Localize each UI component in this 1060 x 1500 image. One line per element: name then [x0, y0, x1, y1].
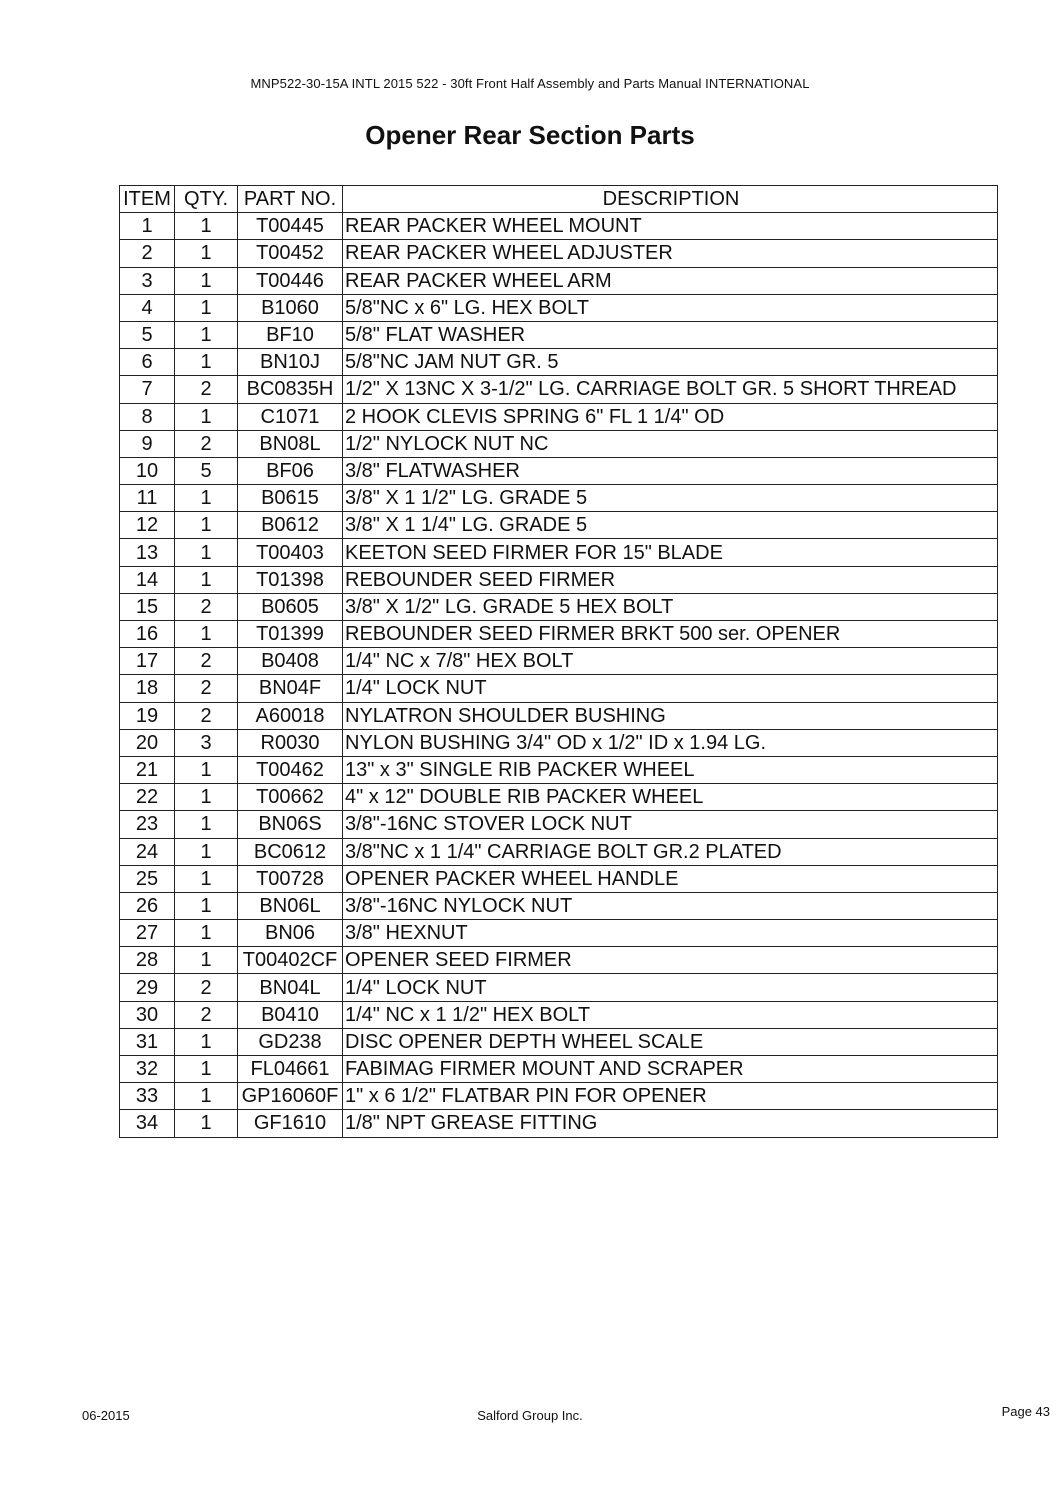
part-number-cell: R0030 — [238, 729, 343, 756]
item-number-cell: 5 — [120, 321, 175, 348]
table-row — [120, 784, 998, 811]
description-cell: OPENER PACKER WHEEL HANDLE — [343, 865, 998, 892]
footer-date: 06-2015 — [82, 1408, 130, 1423]
part-number-cell: GP16060F — [238, 1083, 343, 1110]
quantity-cell: 1 — [175, 294, 238, 321]
quantity-cell: 2 — [175, 430, 238, 457]
quantity-cell: 1 — [175, 865, 238, 892]
description-cell: 1/4" LOCK NUT — [343, 675, 998, 702]
item-number-cell: 22 — [120, 784, 175, 811]
description-cell: REBOUNDER SEED FIRMER — [343, 566, 998, 593]
description-cell: OPENER SEED FIRMER — [343, 947, 998, 974]
part-number-cell: T00662 — [238, 784, 343, 811]
part-number-cell: T00462 — [238, 756, 343, 783]
item-number-cell: 9 — [120, 430, 175, 457]
description-cell: 1/2" X 13NC X 3-1/2" LG. CARRIAGE BOLT GR. 5 SHORT THREAD — [343, 376, 998, 403]
description-cell: 5/8"NC JAM NUT GR. 5 — [343, 349, 998, 376]
description-cell: REBOUNDER SEED FIRMER BRKT 500 ser. OPENER — [343, 621, 998, 648]
table-row — [120, 621, 998, 648]
item-number-cell: 12 — [120, 512, 175, 539]
table-row — [120, 811, 998, 838]
table-row — [120, 485, 998, 512]
quantity-cell: 1 — [175, 485, 238, 512]
quantity-cell: 1 — [175, 1110, 238, 1137]
quantity-cell: 1 — [175, 349, 238, 376]
description-cell: FABIMAG FIRMER MOUNT AND SCRAPER — [343, 1056, 998, 1083]
table-row — [120, 756, 998, 783]
description-cell: 4" x 12" DOUBLE RIB PACKER WHEEL — [343, 784, 998, 811]
description-cell: 1/2" NYLOCK NUT NC — [343, 430, 998, 457]
part-number-cell: T00446 — [238, 267, 343, 294]
quantity-cell: 1 — [175, 811, 238, 838]
description-cell: 1" x 6 1/2" FLATBAR PIN FOR OPENER — [343, 1083, 998, 1110]
quantity-cell: 1 — [175, 321, 238, 348]
table-row — [120, 376, 998, 403]
quantity-cell: 1 — [175, 240, 238, 267]
item-number-cell: 30 — [120, 1001, 175, 1028]
table-row — [120, 1056, 998, 1083]
item-number-cell: 31 — [120, 1028, 175, 1055]
table-row — [120, 729, 998, 756]
quantity-cell: 1 — [175, 947, 238, 974]
table-row — [120, 539, 998, 566]
quantity-cell: 1 — [175, 920, 238, 947]
item-number-cell: 7 — [120, 376, 175, 403]
part-number-cell: BN04F — [238, 675, 343, 702]
part-number-cell: BN08L — [238, 430, 343, 457]
part-number-cell: GD238 — [238, 1028, 343, 1055]
item-number-cell: 13 — [120, 539, 175, 566]
part-number-cell: FL04661 — [238, 1056, 343, 1083]
description-cell: REAR PACKER WHEEL ADJUSTER — [343, 240, 998, 267]
table-row — [120, 865, 998, 892]
table-row — [120, 675, 998, 702]
part-number-cell: T01399 — [238, 621, 343, 648]
part-number-cell: BN10J — [238, 349, 343, 376]
table-row — [120, 213, 998, 240]
table-row — [120, 1110, 998, 1137]
description-cell: REAR PACKER WHEEL MOUNT — [343, 213, 998, 240]
part-number-cell: B0615 — [238, 485, 343, 512]
table-row — [120, 702, 998, 729]
item-number-cell: 32 — [120, 1056, 175, 1083]
quantity-cell: 1 — [175, 838, 238, 865]
description-cell: 2 HOOK CLEVIS SPRING 6" FL 1 1/4" OD — [343, 403, 998, 430]
table-row — [120, 566, 998, 593]
description-cell: 1/4" NC x 1 1/2" HEX BOLT — [343, 1001, 998, 1028]
item-number-cell: 2 — [120, 240, 175, 267]
quantity-cell: 1 — [175, 267, 238, 294]
table-row — [120, 430, 998, 457]
table-row — [120, 648, 998, 675]
quantity-cell: 1 — [175, 756, 238, 783]
item-number-cell: 20 — [120, 729, 175, 756]
document-header: MNP522-30-15A INTL 2015 522 - 30ft Front Half Assembly and Parts Manual INTERNATIONAL — [250, 76, 810, 91]
part-number-cell: BN06 — [238, 920, 343, 947]
description-cell: 5/8" FLAT WASHER — [343, 321, 998, 348]
part-number-cell: T00403 — [238, 539, 343, 566]
description-cell: NYLON BUSHING 3/4" OD x 1/2" ID x 1.94 LG. — [343, 729, 998, 756]
part-number-cell: BF10 — [238, 321, 343, 348]
column-header-qty: QTY. — [175, 186, 238, 213]
quantity-cell: 2 — [175, 675, 238, 702]
table-row — [120, 457, 998, 484]
part-number-cell: B0410 — [238, 1001, 343, 1028]
item-number-cell: 8 — [120, 403, 175, 430]
description-cell: 3/8" X 1/2" LG. GRADE 5 HEX BOLT — [343, 593, 998, 620]
part-number-cell: T01398 — [238, 566, 343, 593]
quantity-cell: 2 — [175, 974, 238, 1001]
table-row — [120, 512, 998, 539]
part-number-cell: BN06S — [238, 811, 343, 838]
table-header-row — [120, 186, 998, 213]
part-number-cell: T00402CF — [238, 947, 343, 974]
part-number-cell: T00445 — [238, 213, 343, 240]
quantity-cell: 2 — [175, 376, 238, 403]
item-number-cell: 1 — [120, 213, 175, 240]
description-cell: 1/8" NPT GREASE FITTING — [343, 1110, 998, 1137]
table-row — [120, 1001, 998, 1028]
part-number-cell: BN06L — [238, 892, 343, 919]
item-number-cell: 33 — [120, 1083, 175, 1110]
description-cell: REAR PACKER WHEEL ARM — [343, 267, 998, 294]
item-number-cell: 4 — [120, 294, 175, 321]
part-number-cell: BC0835H — [238, 376, 343, 403]
quantity-cell: 2 — [175, 648, 238, 675]
item-number-cell: 28 — [120, 947, 175, 974]
part-number-cell: B0408 — [238, 648, 343, 675]
table-row — [120, 267, 998, 294]
description-cell: 3/8" X 1 1/4" LG. GRADE 5 — [343, 512, 998, 539]
table-row — [120, 593, 998, 620]
quantity-cell: 1 — [175, 512, 238, 539]
description-cell: 1/4" NC x 7/8" HEX BOLT — [343, 648, 998, 675]
description-cell: KEETON SEED FIRMER FOR 15" BLADE — [343, 539, 998, 566]
quantity-cell: 1 — [175, 892, 238, 919]
quantity-cell: 2 — [175, 702, 238, 729]
item-number-cell: 16 — [120, 621, 175, 648]
quantity-cell: 1 — [175, 1083, 238, 1110]
item-number-cell: 10 — [120, 457, 175, 484]
column-header-item: ITEM — [120, 186, 175, 213]
table-row — [120, 838, 998, 865]
description-cell: 1/4" LOCK NUT — [343, 974, 998, 1001]
item-number-cell: 21 — [120, 756, 175, 783]
column-header-part-no: PART NO. — [238, 186, 343, 213]
part-number-cell: T00728 — [238, 865, 343, 892]
item-number-cell: 24 — [120, 838, 175, 865]
footer-company: Salford Group Inc. — [477, 1408, 583, 1423]
description-cell: 13" x 3" SINGLE RIB PACKER WHEEL — [343, 756, 998, 783]
quantity-cell: 5 — [175, 457, 238, 484]
item-number-cell: 19 — [120, 702, 175, 729]
description-cell: DISC OPENER DEPTH WHEEL SCALE — [343, 1028, 998, 1055]
item-number-cell: 6 — [120, 349, 175, 376]
part-number-cell: B1060 — [238, 294, 343, 321]
description-cell: NYLATRON SHOULDER BUSHING — [343, 702, 998, 729]
description-cell: 3/8" X 1 1/2" LG. GRADE 5 — [343, 485, 998, 512]
item-number-cell: 11 — [120, 485, 175, 512]
part-number-cell: BC0612 — [238, 838, 343, 865]
item-number-cell: 23 — [120, 811, 175, 838]
column-header-description: DESCRIPTION — [343, 186, 998, 213]
quantity-cell: 3 — [175, 729, 238, 756]
table-row — [120, 1028, 998, 1055]
item-number-cell: 3 — [120, 267, 175, 294]
parts-table — [119, 185, 998, 1138]
item-number-cell: 18 — [120, 675, 175, 702]
quantity-cell: 1 — [175, 213, 238, 240]
table-row — [120, 920, 998, 947]
table-row — [120, 240, 998, 267]
quantity-cell: 2 — [175, 593, 238, 620]
quantity-cell: 1 — [175, 1056, 238, 1083]
quantity-cell: 1 — [175, 1028, 238, 1055]
table-row — [120, 974, 998, 1001]
table-row — [120, 1083, 998, 1110]
quantity-cell: 1 — [175, 784, 238, 811]
table-row — [120, 349, 998, 376]
description-cell: 5/8"NC x 6" LG. HEX BOLT — [343, 294, 998, 321]
item-number-cell: 29 — [120, 974, 175, 1001]
description-cell: 3/8"NC x 1 1/4" CARRIAGE BOLT GR.2 PLATED — [343, 838, 998, 865]
table-row — [120, 403, 998, 430]
table-row — [120, 892, 998, 919]
item-number-cell: 34 — [120, 1110, 175, 1137]
quantity-cell: 1 — [175, 403, 238, 430]
description-cell: 3/8"-16NC STOVER LOCK NUT — [343, 811, 998, 838]
page-title: Opener Rear Section Parts — [365, 120, 695, 150]
part-number-cell: C1071 — [238, 403, 343, 430]
part-number-cell: A60018 — [238, 702, 343, 729]
quantity-cell: 1 — [175, 539, 238, 566]
part-number-cell: BN04L — [238, 974, 343, 1001]
table-row — [120, 294, 998, 321]
table-row — [120, 947, 998, 974]
description-cell: 3/8" FLATWASHER — [343, 457, 998, 484]
description-cell: 3/8" HEXNUT — [343, 920, 998, 947]
part-number-cell: T00452 — [238, 240, 343, 267]
parts-table-body — [120, 213, 998, 1137]
item-number-cell: 25 — [120, 865, 175, 892]
item-number-cell: 26 — [120, 892, 175, 919]
item-number-cell: 15 — [120, 593, 175, 620]
item-number-cell: 17 — [120, 648, 175, 675]
footer-page-number: Page 43 — [1001, 1404, 1050, 1419]
item-number-cell: 27 — [120, 920, 175, 947]
quantity-cell: 1 — [175, 621, 238, 648]
part-number-cell: B0612 — [238, 512, 343, 539]
description-cell: 3/8"-16NC NYLOCK NUT — [343, 892, 998, 919]
part-number-cell: BF06 — [238, 457, 343, 484]
quantity-cell: 2 — [175, 1001, 238, 1028]
table-row — [120, 321, 998, 348]
part-number-cell: B0605 — [238, 593, 343, 620]
part-number-cell: GF1610 — [238, 1110, 343, 1137]
item-number-cell: 14 — [120, 566, 175, 593]
quantity-cell: 1 — [175, 566, 238, 593]
